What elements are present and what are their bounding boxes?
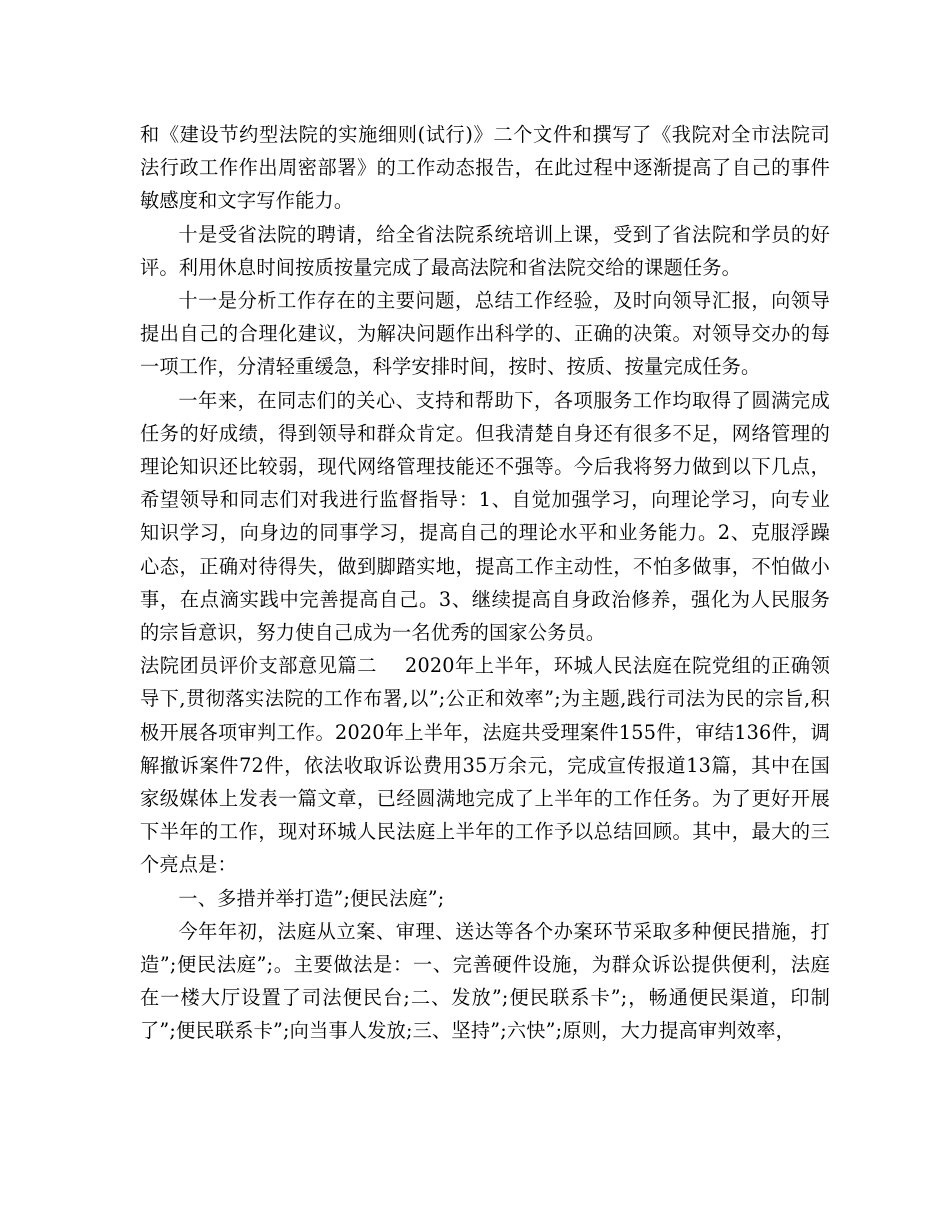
paragraph-convenience-measures: 今年年初，法庭从立案、审理、送达等各个办案环节采取多种便民措施，打造”;便民法庭”;。主要做法是：一、完善硬件设施，为群众诉讼提供便利，法庭在一楼大厅设置了司法便民台;二、发放”;便民联系卡”;，畅通便民渠道，印制了”;便民联系卡”;向当事人发放;三、坚持”;六快”;原则，大力提高审判效率， — [140, 919, 830, 1043]
section-title: 法院团员评价支部意见篇二 — [140, 654, 378, 678]
section-intro: 2020年上半年，环城人民法庭在院党组的正确领导下,贯彻落实法院的工作布署,以”;公正和效率”;为主题,践行司法为民的宗旨,积极开展各项审判工作。2020年上半年，法庭共受理案件155件，审结136件，调解撤诉案件72件，依法收取诉讼费用35万余元，完成宣传报道13篇，其中在国家级媒体上发表一篇文章，已经圆满地完成了上半年的工作任务。为了更好开展下半年的工作，现对环城人民法庭上半年的工作予以总结回顾。其中，最大的三个亮点是： — [140, 654, 830, 877]
heading-one: 一、多措并举打造”;便民法庭”; — [178, 886, 445, 910]
paragraph-item-eleven: 十一是分析工作存在的主要问题，总结工作经验，及时向领导汇报，向领导提出自己的合理化建议，为解决问题作出科学的、正确的决策。对领导交办的每一项工作，分清轻重缓急，科学安排时间，按时、按质、按量完成任务。 — [140, 289, 830, 379]
document-body — [140, 118, 830, 1048]
paragraph-continuation: 和《建设节约型法院的实施细则(试行)》二个文件和撰写了《我院对全市法院司法行政工作作出周密部署》的工作动态报告，在此过程中逐渐提高了自己的事件敏感度和文字写作能力。 — [140, 123, 830, 213]
section-block — [140, 649, 830, 881]
paragraph-item-ten: 十是受省法院的聘请，给全省法院系统培训上课，受到了省法院和学员的好评。利用休息时间按质按量完成了最高法院和省法院交给的课题任务。 — [140, 222, 830, 279]
paragraph-summary: 一年来，在同志们的关心、支持和帮助下，各项服务工作均取得了圆满完成任务的好成绩，得到领导和群众肯定。但我清楚自身还有很多不足，网络管理的理论知识还比较弱，现代网络管理技能还不强等。今后我将努力做到以下几点，希望领导和同志们对我进行监督指导：1、自觉加强学习，向理论学习，向专业知识学习，向身边的同事学习，提高自己的理论水平和业务能力。2、克服浮躁心态，正确对待得失，做到脚踏实地，提高工作主动性，不怕多做事，不怕做小事，在点滴实践中完善提高自己。3、继续提高自身政治修养，强化为人民服务的宗旨意识，努力使自己成为一名优秀的国家公务员。 — [140, 388, 830, 645]
